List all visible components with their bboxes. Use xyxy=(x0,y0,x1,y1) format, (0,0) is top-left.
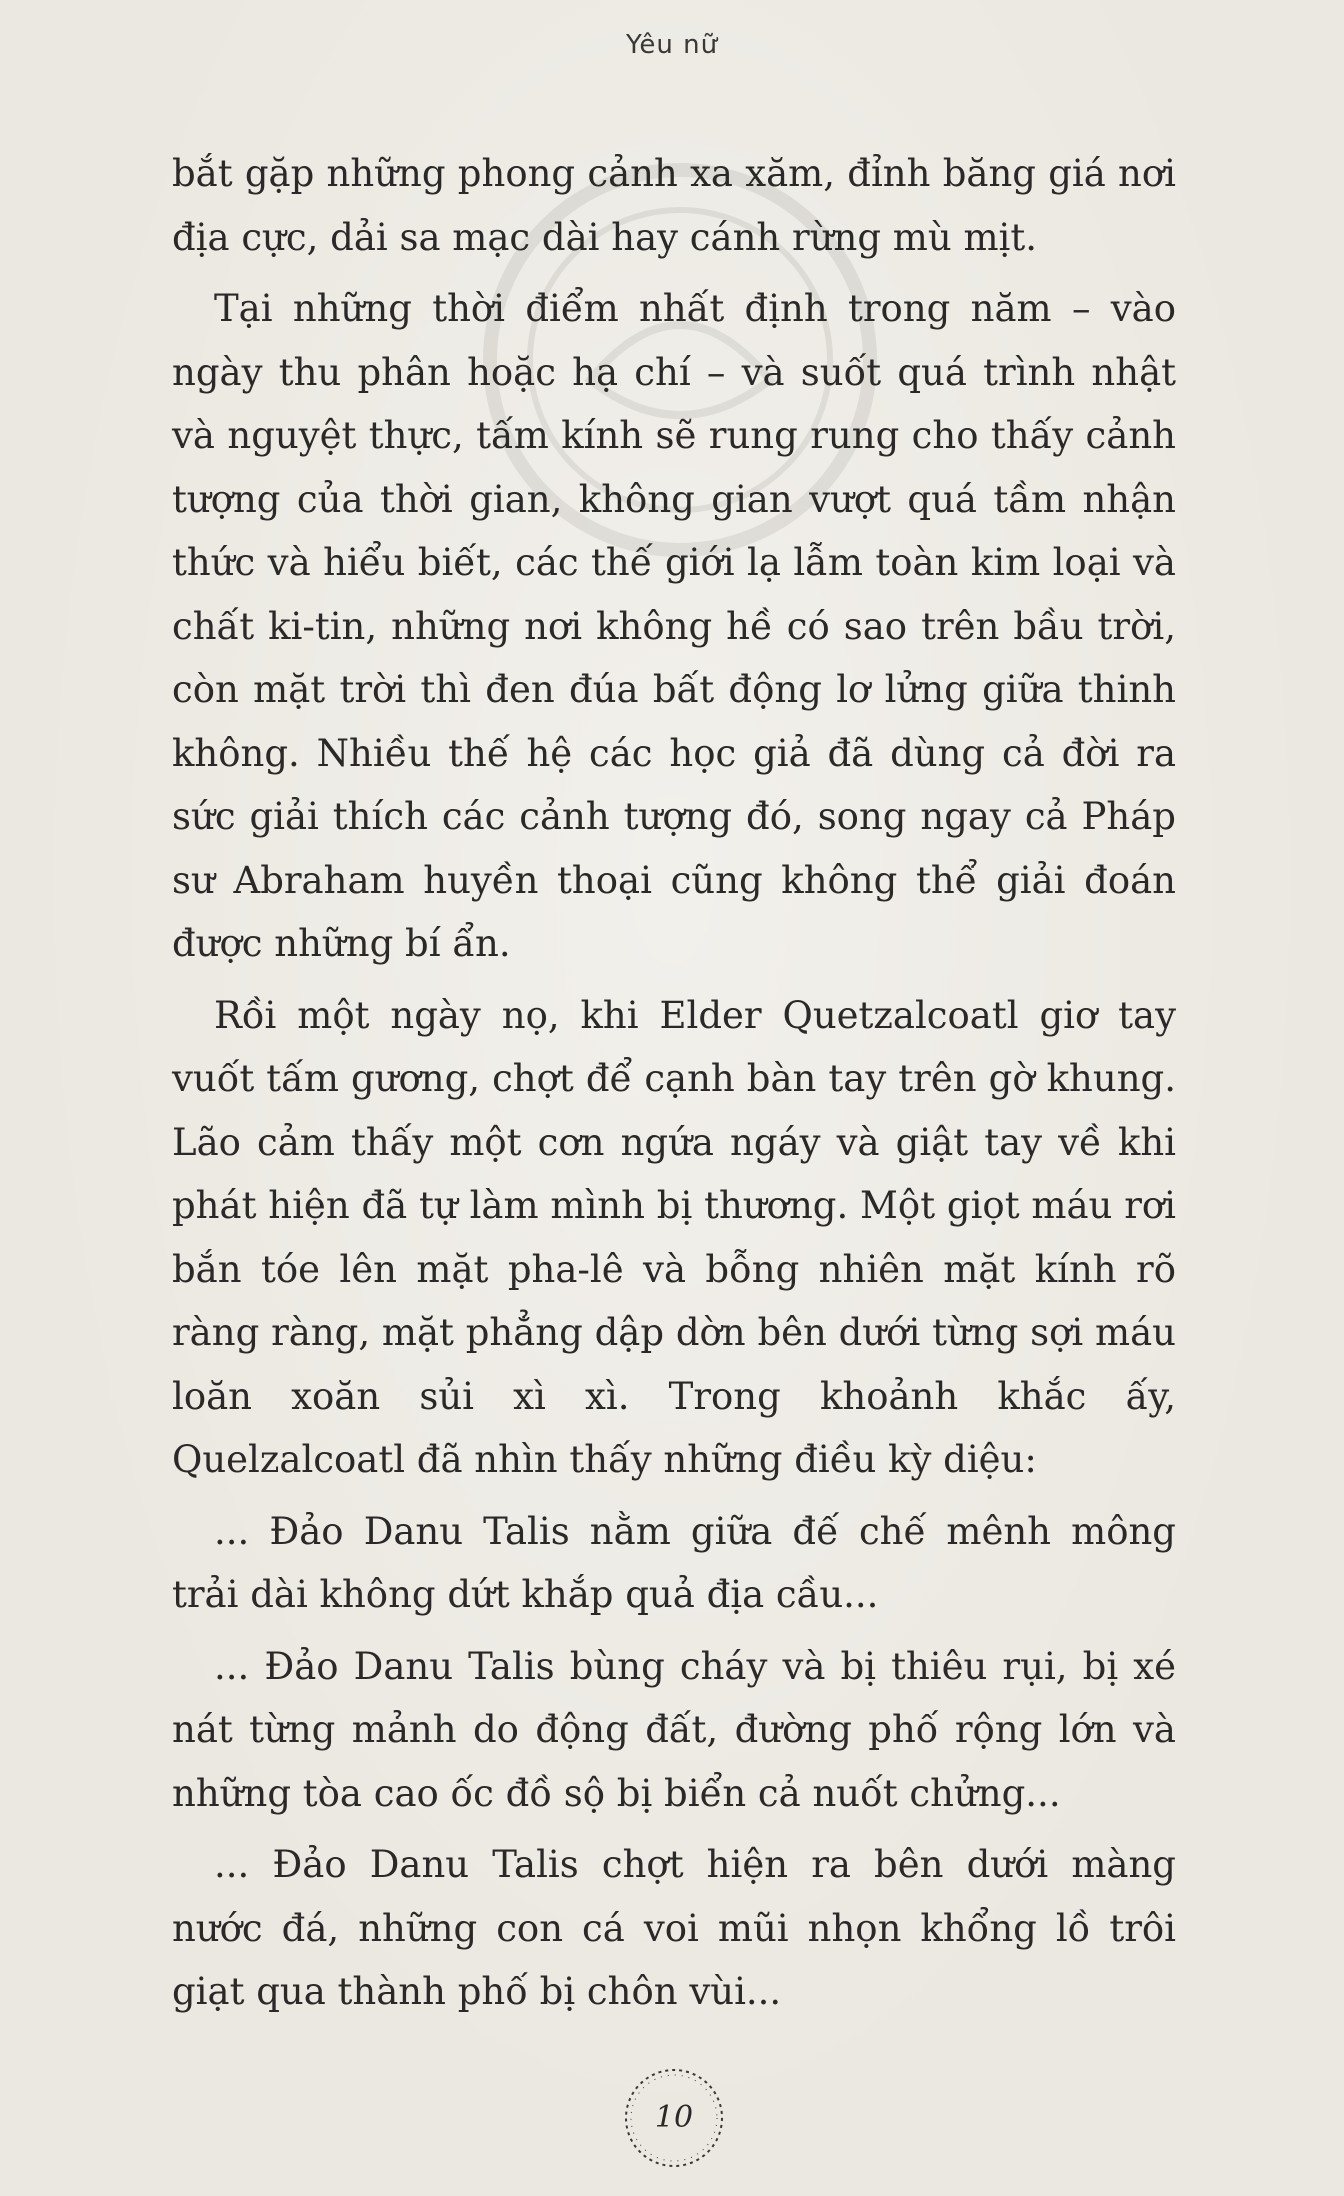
paragraph-quetzalcoatl: Rồi một ngày nọ, khi Elder Quetzalcoatl giơ tay vuốt tấm gương, chợt để cạnh bàn tay trên gờ khung. Lão cảm thấy một cơn ngứa ngáy và giật tay về khi phát hiện đã tự làm mình bị thương. Một giọt máu rơi bắn tóe lên mặt pha-lê và bỗng nhiên mặt kính rõ ràng ràng, mặt phẳng dập dờn bên dưới từng sợi máu loăn xoăn sủi xì xì. Trong khoảnh khắc ấy, Quelzalcoatl đã nhìn thấy những điều kỳ diệu: xyxy=(172,993,1176,1481)
paragraph-continuation: bắt gặp những phong cảnh xa xăm, đỉnh băng giá nơi địa cực, dải sa mạc dài hay cánh rừng mù mịt. xyxy=(172,152,1176,259)
paragraph-mirror-visions: Tại những thời điểm nhất định trong năm – vào ngày thu phân hoặc hạ chí – và suốt quá trình nhật và nguyệt thực, tấm kính sẽ rung rung cho thấy cảnh tượng của thời gian, không gian vượt quá tầm nhận thức và hiểu biết, các thế giới lạ lẫm toàn kim loại và chất ki-tin, những nơi không hề có sao trên bầu trời, còn mặt trời thì đen đúa bất động lơ lửng giữa thinh không. Nhiều thế hệ các học giả đã dùng cả đời ra sức giải thích các cảnh tượng đó, song ngay cả Pháp sư Abraham huyền thoại cũng không thể giải đoán được những bí ẩn. xyxy=(172,287,1176,965)
page-number: 10 xyxy=(654,2100,694,2135)
paragraph-vision-empire: ... Đảo Danu Talis nằm giữa đế chế mênh mông trải dài không dứt khắp quả địa cầu... xyxy=(172,1509,1176,1616)
paragraph-vision-burning: ... Đảo Danu Talis bùng cháy và bị thiêu rụi, bị xé nát từng mảnh do động đất, đường phố rộng lớn và những tòa cao ốc đồ sộ bị biển cả nuốt chửng... xyxy=(172,1644,1176,1815)
body-text xyxy=(172,142,1176,2026)
running-header: Yêu nữ xyxy=(625,30,719,60)
paragraph-vision-ice: ... Đảo Danu Talis chợt hiện ra bên dưới màng nước đá, những con cá voi mũi nhọn khổng lồ trôi giạt qua thành phố bị chôn vùi... xyxy=(172,1843,1176,2013)
page-number-ornament xyxy=(614,2058,734,2178)
